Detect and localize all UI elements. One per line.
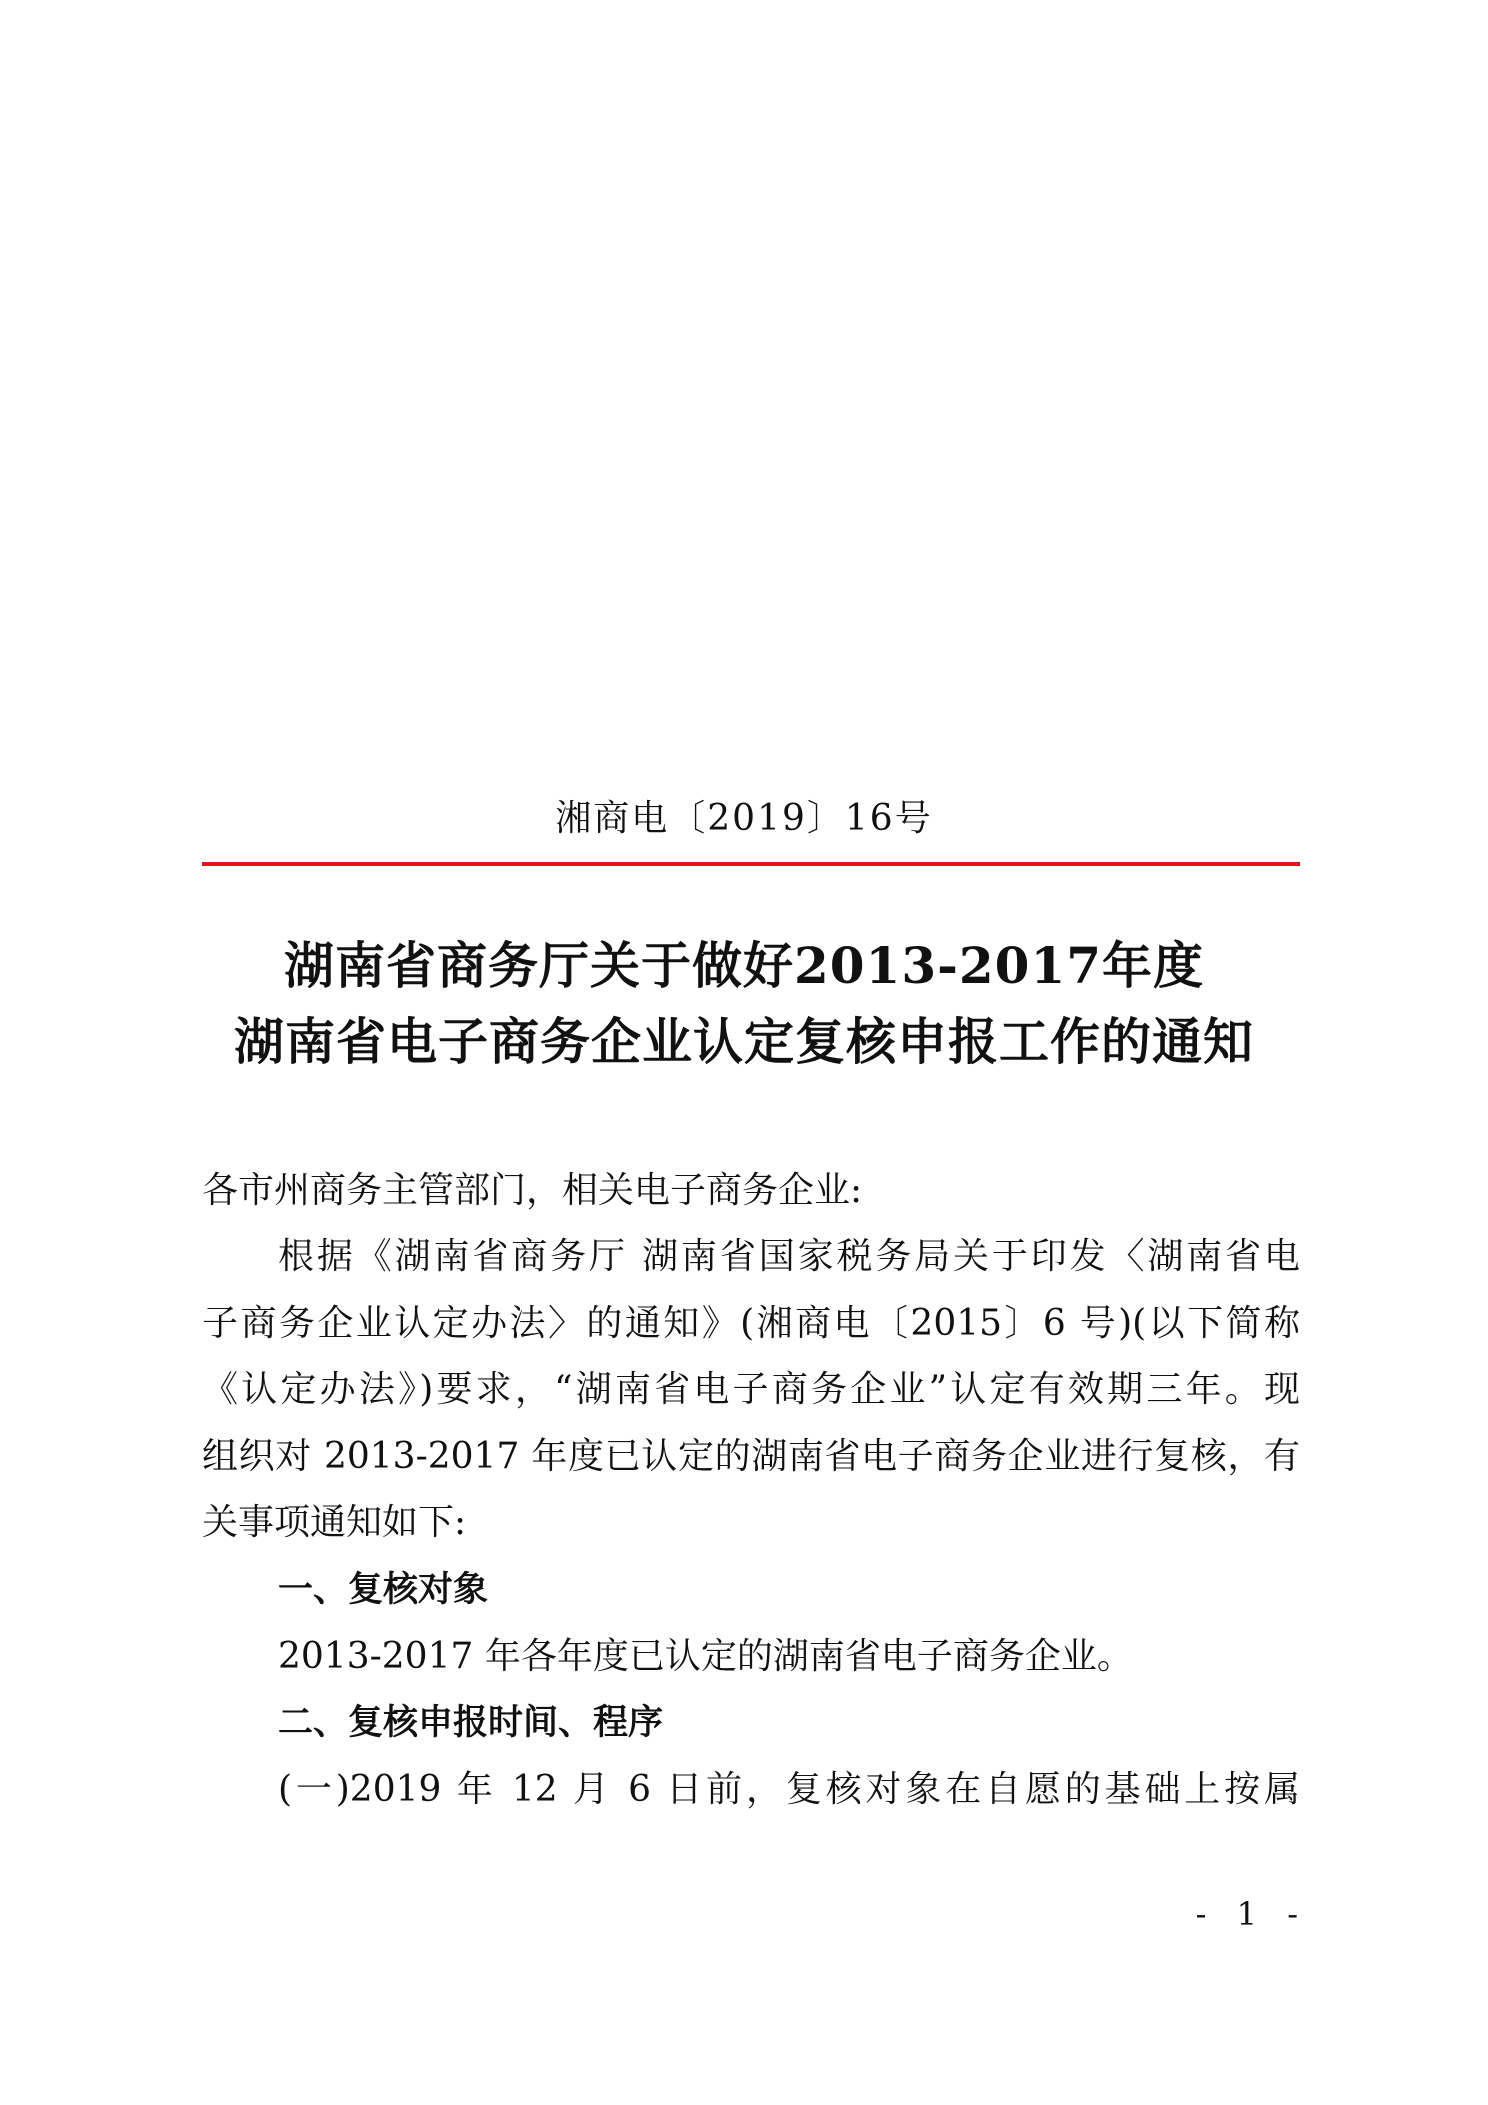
- paragraph-line: 组织对 2013-2017 年度已认定的湖南省电子商务企业进行复核，有: [202, 1436, 1300, 1477]
- section-2-item-1: (一)2019 年 12 月 6 日前，复核对象在自愿的基础上按属: [278, 1769, 1300, 1810]
- document-title-line-1: 湖南省商务厅关于做好2013-2017年度: [283, 936, 1205, 995]
- page-number: - 1 -: [1195, 1895, 1308, 1933]
- document-title-line-2: 湖南省电子商务企业认定复核申报工作的通知: [234, 1012, 1254, 1071]
- red-separator-rule: [202, 862, 1300, 866]
- salutation: 各市州商务主管部门，相关电子商务企业:: [202, 1170, 863, 1211]
- paragraph-line: 关事项通知如下:: [202, 1502, 467, 1543]
- document-number: 湘商电〔2019〕16号: [555, 798, 933, 839]
- paragraph-line: 子商务企业认定办法〉的通知》(湘商电〔2015〕6 号)(以下简称: [202, 1303, 1300, 1344]
- section-heading-1: 一、复核对象: [278, 1570, 489, 1610]
- paragraph-line: 根据《湖南省商务厅 湖南省国家税务局关于印发〈湖南省电: [278, 1236, 1300, 1277]
- section-heading-2: 二、复核申报时间、程序: [278, 1703, 664, 1743]
- section-1-text: 2013-2017 年各年度已认定的湖南省电子商务企业。: [278, 1636, 1133, 1677]
- paragraph-line: 《认定办法》)要求，“湖南省电子商务企业”认定有效期三年。现: [202, 1369, 1300, 1410]
